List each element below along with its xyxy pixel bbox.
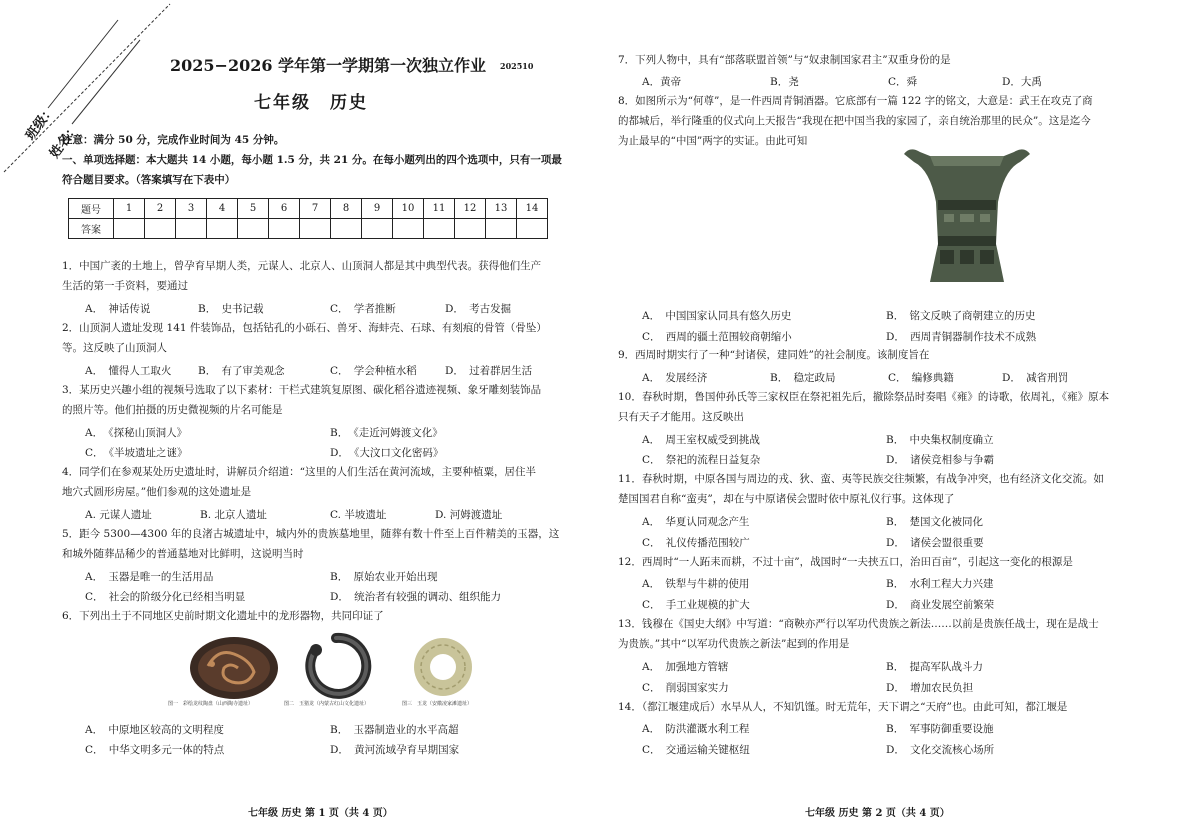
exam-title: 2025−2026 学年第一学期第一次独立作业: [170, 56, 487, 75]
notice: 注意：满分 50 分，完成作业时间为 45 分钟。: [62, 134, 285, 146]
q10-option-a[interactable]: A． 周王室权威受到挑战: [642, 434, 760, 446]
q11-option-a[interactable]: A． 华夏认同观念产生: [642, 516, 750, 528]
q10-option-d[interactable]: D． 诸侯竞相参与争霸: [886, 454, 995, 466]
q4-option-c[interactable]: C. 半坡遗址: [330, 509, 387, 521]
exam-code: 202510: [500, 61, 534, 71]
q1-option-a[interactable]: A． 神话传说: [85, 303, 151, 315]
q13-option-a[interactable]: A． 加强地方管辖: [642, 661, 729, 673]
answer-table-row2-label: 答案: [69, 219, 114, 239]
class-label: 班级：: [23, 102, 59, 144]
q7-option-d[interactable]: D．大禹: [1002, 76, 1042, 88]
q13-stem-line1: 13．钱穆在《国史大纲》中写道：“商鞅亦严行以军功代贵族之新法……以前是贵族任战士，现在是战士: [618, 618, 1099, 630]
answer-number: 10: [393, 199, 424, 219]
q2-stem-line2: 等。这反映了山顶洞人: [62, 342, 167, 354]
answer-cell[interactable]: [269, 219, 300, 239]
q6-option-d[interactable]: D． 黄河流域孕育早期国家: [330, 744, 460, 756]
answer-number: 12: [455, 199, 486, 219]
answer-number: 11: [424, 199, 455, 219]
answer-cell[interactable]: [424, 219, 455, 239]
q10-option-b[interactable]: B． 中央集权制度确立: [886, 434, 994, 446]
grade-subject: 七年级 历史: [254, 93, 368, 113]
q2-option-b[interactable]: B． 有了审美观念: [198, 365, 285, 377]
q7-option-b[interactable]: B．尧: [770, 76, 799, 88]
q8-stem-line3: 为止最早的“中国”两字的实证。由此可知: [618, 135, 808, 147]
q4-option-a[interactable]: A. 元谋人遗址: [85, 509, 152, 521]
q5-option-d[interactable]: D． 统治者有较强的调动、组织能力: [330, 591, 502, 603]
q13-option-c[interactable]: C． 削弱国家实力: [642, 682, 729, 694]
q11-option-c[interactable]: C． 礼仪传播范围较广: [642, 537, 750, 549]
answer-number: 4: [207, 199, 238, 219]
q5-option-b[interactable]: B． 原始农业开始出现: [330, 571, 438, 583]
answer-number: 2: [145, 199, 176, 219]
page1-footer: 七年级 历史 第 1 页（共 4 页）: [248, 808, 393, 819]
q1-stem-line2: 生活的第一手资料，要通过: [62, 280, 188, 292]
page-2: [600, 0, 1200, 830]
q9-option-a[interactable]: A． 发展经济: [642, 372, 708, 384]
q8-option-b[interactable]: B． 铭文反映了商朝建立的历史: [886, 310, 1036, 322]
q9-option-c[interactable]: C． 编修典籍: [888, 372, 954, 384]
q3-option-d[interactable]: D． 《大汶口文化密码》: [330, 447, 444, 459]
q2-option-a[interactable]: A． 懂得人工取火: [85, 365, 172, 377]
q8-stem-line1: 8．如图所示为“何尊”，是一件西周青铜酒器。它底部有一篇 122 字的铭文，大意是：武王在攻克了商: [618, 95, 1093, 107]
q6-option-b[interactable]: B． 玉器制造业的水平高超: [330, 724, 459, 736]
answer-cell[interactable]: [486, 219, 517, 239]
q13-stem-line2: 为贵族。”其中“以军功代贵族之新法”起到的作用是: [618, 638, 850, 650]
answer-cell[interactable]: [207, 219, 238, 239]
figure3-caption: 图三 玉龙（安徽凌家滩遗址）: [402, 701, 473, 707]
q10-option-c[interactable]: C． 祭祀的流程日益复杂: [642, 454, 761, 466]
answer-cell[interactable]: [114, 219, 145, 239]
answer-number: 14: [517, 199, 548, 219]
q12-stem-line1: 12．西周时“一人跖耒而耕，不过十亩”，战国时“一夫挟五口，治田百亩”，引起这一变化的根源是: [618, 556, 1073, 568]
answer-number: 3: [176, 199, 207, 219]
q12-option-a[interactable]: A． 铁犁与牛耕的使用: [642, 578, 750, 590]
q13-option-b[interactable]: B． 提高军队战斗力: [886, 661, 983, 673]
q7-stem-line1: 7．下列人物中，具有“部落联盟首领”与“奴隶制国家君主”双重身份的是: [618, 54, 951, 66]
q8-option-c[interactable]: C． 西周的疆土范围较商朝缩小: [642, 331, 792, 343]
answer-number: 5: [238, 199, 269, 219]
q4-stem-line2: 地穴式圆形房屋。”他们参观的这处遗址是: [62, 486, 252, 498]
answer-table-row1-label: 题号: [69, 199, 114, 219]
q3-option-a[interactable]: A． 《探秘山顶洞人》: [85, 427, 188, 439]
answer-number: 7: [300, 199, 331, 219]
q6-option-a[interactable]: A． 中原地区较高的文明程度: [85, 724, 224, 736]
q12-option-d[interactable]: D． 商业发展空前繁荣: [886, 599, 995, 611]
answer-cell[interactable]: [238, 219, 269, 239]
q9-stem-line1: 9．西周时期实行了一种“封诸侯，建同姓”的社会制度。该制度旨在: [618, 349, 930, 361]
answer-table: [68, 198, 548, 239]
q5-stem-line1: 5．距今 5300—4300 年的良渚古城遗址中，城内外的贵族墓地里，随葬有数十件至上百件精美的玉器，这: [62, 528, 560, 540]
q6-option-c[interactable]: C． 中华文明多元一体的特点: [85, 744, 225, 756]
q2-option-d[interactable]: D． 过着群居生活: [445, 365, 533, 377]
q11-option-d[interactable]: D． 诸侯会盟很重要: [886, 537, 984, 549]
q4-option-b[interactable]: B. 北京人遗址: [200, 509, 267, 521]
q5-option-a[interactable]: A． 玉器是唯一的生活用品: [85, 571, 214, 583]
q7-option-a[interactable]: A．黄帝: [642, 76, 682, 88]
q1-option-d[interactable]: D． 考古发掘: [445, 303, 512, 315]
page2-footer: 七年级 历史 第 2 页（共 4 页）: [805, 808, 950, 819]
q12-option-b[interactable]: B． 水利工程大力兴建: [886, 578, 994, 590]
answer-cell[interactable]: [145, 219, 176, 239]
q1-option-c[interactable]: C． 学者推断: [330, 303, 396, 315]
q11-stem-line1: 11．春秋时期，中原各国与周边的戎、狄、蛮、夷等民族交往频繁，有战争冲突，也有经济文化交流。如: [618, 473, 1104, 485]
q5-option-c[interactable]: C． 社会的阶级分化已经相当明显: [85, 591, 246, 603]
q9-option-d[interactable]: D． 减省刑罚: [1002, 372, 1069, 384]
answer-cell[interactable]: [331, 219, 362, 239]
answer-cell[interactable]: [393, 219, 424, 239]
figure1-caption: 图一 彩绘龙纹陶盘（山西陶寺遗址）: [168, 701, 254, 707]
q2-option-c[interactable]: C． 学会种植水稻: [330, 365, 417, 377]
q8-stem-line2: 的都城后，举行隆重的仪式向上天报告“我现在把中国当我的家园了，亲自统治那里的民众”。这是迄今: [618, 115, 1091, 127]
q9-option-b[interactable]: B． 稳定政局: [770, 372, 836, 384]
q12-option-c[interactable]: C． 手工业规模的扩大: [642, 599, 750, 611]
name-label: 姓名：: [47, 120, 83, 162]
q8-option-a[interactable]: A． 中国国家认同具有悠久历史: [642, 310, 792, 322]
answer-cell[interactable]: [300, 219, 331, 239]
q7-option-c[interactable]: C．舜: [888, 76, 918, 88]
q3-option-c[interactable]: C． 《半坡遗址之谜》: [85, 447, 188, 459]
answer-cell[interactable]: [517, 219, 548, 239]
q5-stem-line2: 和城外随葬品稀少的普通墓地对比鲜明，这说明当时: [62, 548, 304, 560]
q10-stem-line1: 10．春秋时期，鲁国仲孙氏等三家权臣在祭祀祖先后，撤除祭品时奏唱《雍》的诗歌，依周礼，《雍》原本: [618, 391, 1110, 403]
answer-cell[interactable]: [455, 219, 486, 239]
q13-option-d[interactable]: D． 增加农民负担: [886, 682, 974, 694]
answer-number: 13: [486, 199, 517, 219]
q11-stem-line2: 楚国国君自称“蛮夷”，却在与中原诸侯会盟时依中原礼仪行事。这体现了: [618, 493, 955, 505]
answer-number: 9: [362, 199, 393, 219]
answer-cell[interactable]: [176, 219, 207, 239]
q11-option-b[interactable]: B． 楚国文化被同化: [886, 516, 983, 528]
q8-option-d[interactable]: D． 西周青铜器制作技术不成熟: [886, 331, 1037, 343]
answer-cell[interactable]: [362, 219, 393, 239]
figure2-caption: 图二 玉猪龙（内蒙古红山文化遗址）: [284, 701, 370, 707]
jade-dragon-ring-image: [410, 634, 476, 700]
q14-option-c[interactable]: C． 交通运输关键枢纽: [642, 744, 750, 756]
section1-heading-line1: 一、单项选择题：本大题共 14 小题，每小题 1.5 分，共 21 分。在每小题列出的四个选项中，只有一项最: [62, 154, 562, 166]
answer-number: 6: [269, 199, 300, 219]
q14-option-b[interactable]: B． 军事防御重要设施: [886, 723, 994, 735]
q2-stem-line1: 2．山顶洞人遗址发现 141 件装饰品，包括钻孔的小砾石、兽牙、海蚌壳、石球、有刻痕的骨管（骨坠）: [62, 322, 547, 334]
q14-stem-line1: 14．（都江堰建成后）水旱从人，不知饥馑。时无荒年，天下谓之“天府”也。由此可知，都江堰是: [618, 701, 1068, 713]
q14-option-a[interactable]: A． 防洪灌溉水利工程: [642, 723, 750, 735]
answer-table-answer-row: [69, 219, 548, 239]
q1-stem-line1: 1．中国广袤的土地上，曾孕育早期人类，元谋人、北京人、山顶洞人都是其中典型代表。获得他们生产: [62, 260, 542, 272]
q4-option-d[interactable]: D. 河姆渡遗址: [435, 509, 503, 521]
he-zun-bronze-vessel-image: [900, 140, 1034, 290]
dragon-plate-image: [188, 636, 280, 700]
q10-stem-line2: 只有天子才能用。这反映出: [618, 411, 744, 423]
q3-stem-line1: 3．某历史兴趣小组的视频号选取了以下素材：干栏式建筑复原图、碳化稻谷遗迹视频、象牙雕刻装饰品: [62, 384, 542, 396]
q3-option-b[interactable]: B． 《走近河姆渡文化》: [330, 427, 443, 439]
q1-option-b[interactable]: B． 史书记载: [198, 303, 264, 315]
q4-stem-line1: 4．同学们在参观某处历史遗址时，讲解员介绍道：“这里的人们生活在黄河流域，主要种植粟，居住半: [62, 466, 537, 478]
q6-stem-line1: 6．下列出土于不同地区史前时期文化遗址中的龙形器物，共同印证了: [62, 610, 384, 622]
answer-table-number-row: [69, 199, 548, 219]
answer-number: 1: [114, 199, 145, 219]
section1-heading-line2: 符合题目要求。（答案填写在下表中）: [62, 174, 236, 186]
answer-number: 8: [331, 199, 362, 219]
jade-pig-dragon-image: [300, 630, 372, 702]
q3-stem-line2: 的照片等。他们拍摄的历史微视频的片名可能是: [62, 404, 283, 416]
q14-option-d[interactable]: D． 文化交流核心场所: [886, 744, 995, 756]
